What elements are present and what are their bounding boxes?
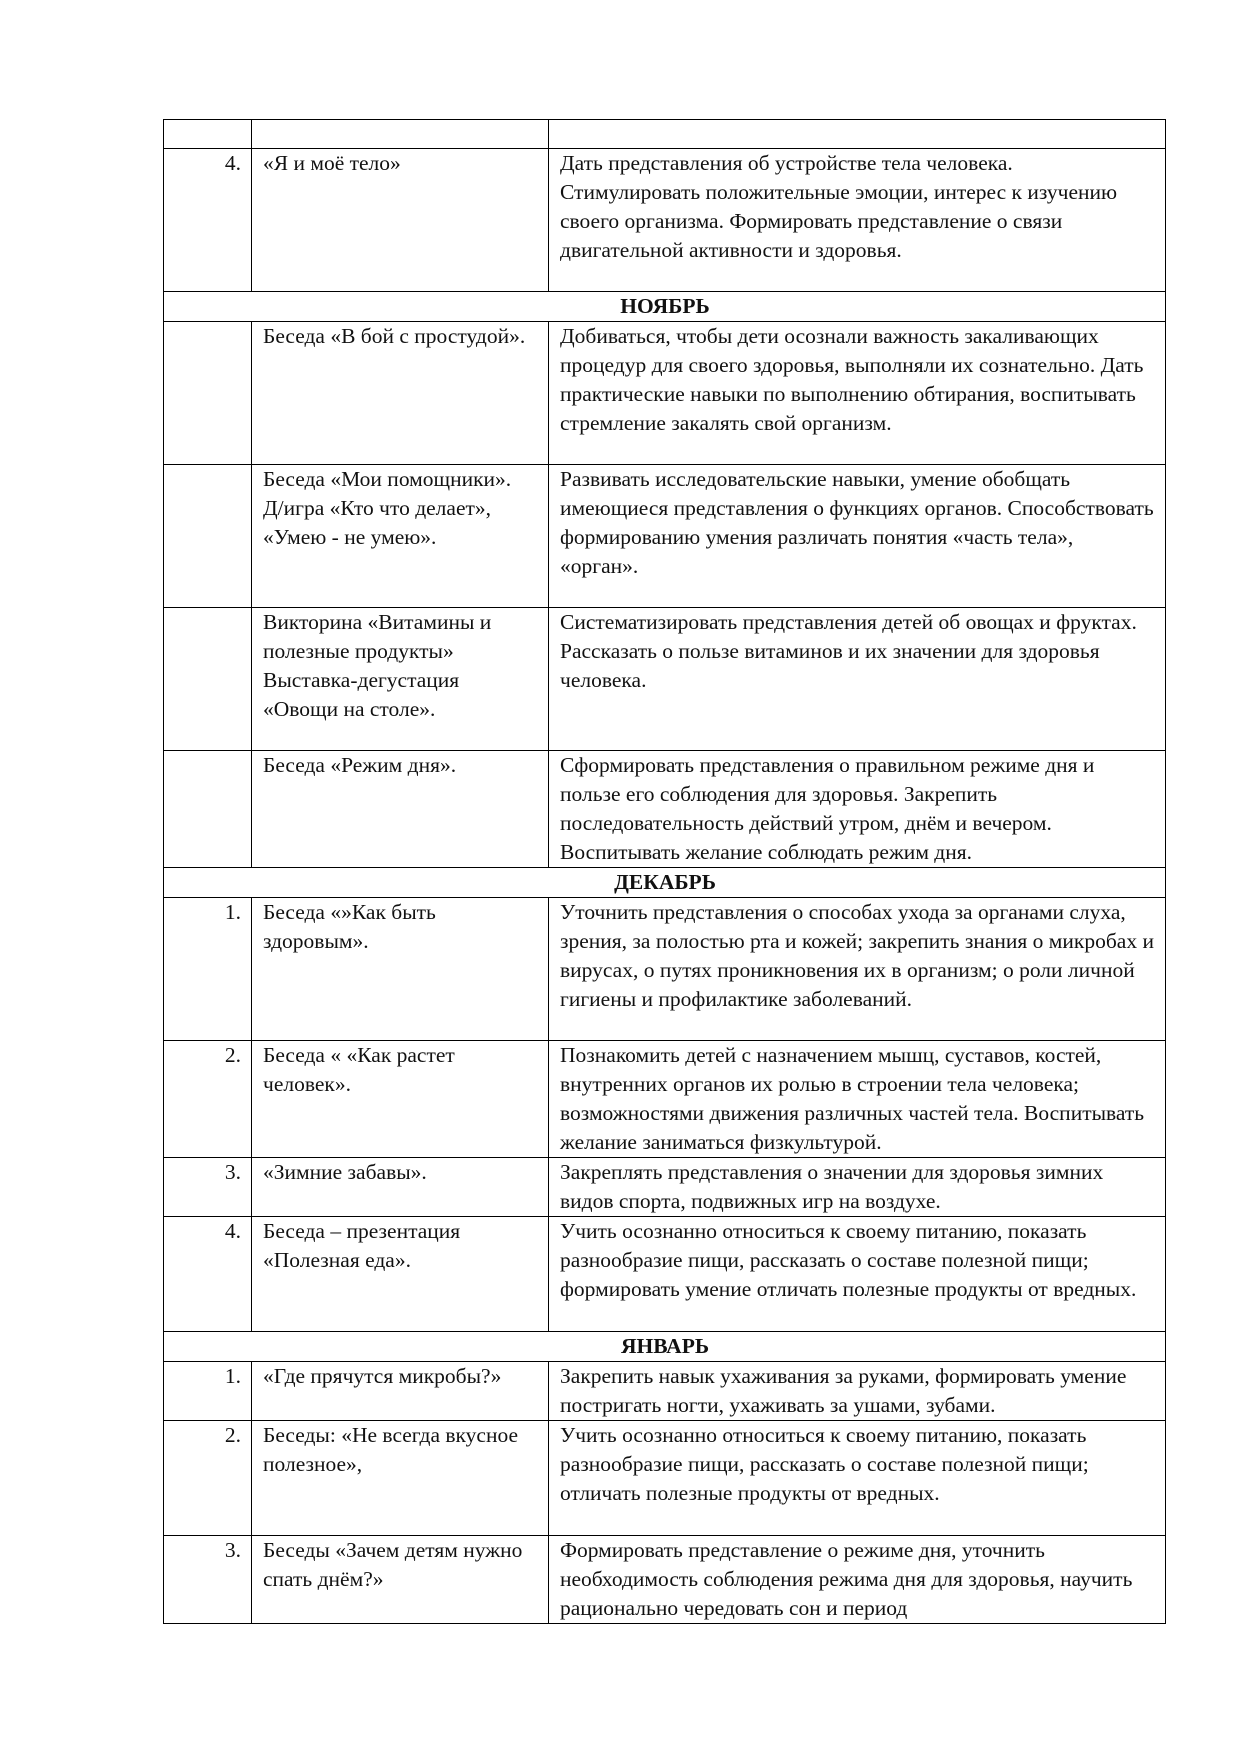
row-number: 1.: [164, 898, 252, 1041]
table-row: [164, 1362, 1166, 1421]
row-number: [164, 322, 252, 465]
activity-title: Беседа «Мои помощники». Д/игра «Кто что делает», «Умею - не умею».: [252, 465, 549, 608]
activity-goal: [549, 120, 1166, 149]
activity-goal: Закреплять представления о значении для здоровья зимних видов спорта, подвижных игр на воздухе.: [549, 1158, 1166, 1217]
activity-title: Беседа «Режим дня».: [252, 751, 549, 868]
month-label: ЯНВАРЬ: [164, 1332, 1166, 1362]
table-row: [164, 1158, 1166, 1217]
table-row: [164, 1217, 1166, 1332]
activity-title: Беседа «В бой с простудой».: [252, 322, 549, 465]
activity-goal: Формировать представление о режиме дня, уточнить необходимость соблюдения режима дня для здоровья, научить рационально чередовать сон и период: [549, 1536, 1166, 1624]
activity-title: Беседа – презентация «Полезная еда».: [252, 1217, 549, 1332]
row-number: 1.: [164, 1362, 252, 1421]
activity-title: «Зимние забавы».: [252, 1158, 549, 1217]
activity-title: [252, 120, 549, 149]
table-row: [164, 1421, 1166, 1536]
row-number: [164, 465, 252, 608]
activity-title: Беседа «»Как быть здоровым».: [252, 898, 549, 1041]
row-number: 3.: [164, 1536, 252, 1624]
table-row: [164, 120, 1166, 149]
activity-plan-table: [163, 119, 1166, 1624]
activity-title: Викторина «Витамины и полезные продукты» Выставка-дегустация «Овощи на столе».: [252, 608, 549, 751]
month-header-row: [164, 292, 1166, 322]
month-label: ДЕКАБРЬ: [164, 868, 1166, 898]
table-row: [164, 898, 1166, 1041]
activity-goal: Развивать исследовательские навыки, умение обобщать имеющиеся представления о функциях органов. Способствовать формированию умения различать понятия «часть тела», «орган».: [549, 465, 1166, 608]
activity-goal: Учить осознанно относиться к своему питанию, показать разнообразие пищи, рассказать о составе полезной пищи; формировать умение отличать полезные продукты от вредных.: [549, 1217, 1166, 1332]
table-row: [164, 322, 1166, 465]
row-number: [164, 120, 252, 149]
row-number: [164, 751, 252, 868]
activity-goal: Познакомить детей с назначением мышц, суставов, костей, внутренних органов их ролью в строении тела человека; возможностями движения различных частей тела. Воспитывать желание заниматься физкультурой.: [549, 1041, 1166, 1158]
activity-title: Беседа « «Как растет человек».: [252, 1041, 549, 1158]
month-header-row: [164, 1332, 1166, 1362]
table-row: [164, 465, 1166, 608]
activity-title: Беседы «Зачем детям нужно спать днём?»: [252, 1536, 549, 1624]
activity-goal: Уточнить представления о способах ухода за органами слуха, зрения, за полостью рта и кожей; закрепить знания о микробах и вирусах, о путях проникновения их в организм; о роли личной гигиены и профилактике заболеваний.: [549, 898, 1166, 1041]
month-header-row: [164, 868, 1166, 898]
row-number: 4.: [164, 149, 252, 292]
row-number: 2.: [164, 1041, 252, 1158]
activity-goal: Учить осознанно относиться к своему питанию, показать разнообразие пищи, рассказать о составе полезной пищи; отличать полезные продукты от вредных.: [549, 1421, 1166, 1536]
activity-goal: Систематизировать представления детей об овощах и фруктах. Рассказать о пользе витаминов и их значении для здоровья человека.: [549, 608, 1166, 751]
table-row: [164, 1041, 1166, 1158]
month-label: НОЯБРЬ: [164, 292, 1166, 322]
activity-title: «Где прячутся микробы?»: [252, 1362, 549, 1421]
row-number: 3.: [164, 1158, 252, 1217]
activity-goal: Дать представления об устройстве тела человека. Стимулировать положительные эмоции, интерес к изучению своего организма. Формировать представление о связи двигательной активности и здоровья.: [549, 149, 1166, 292]
activity-goal: Закрепить навык ухаживания за руками, формировать умение постригать ногти, ухаживать за ушами, зубами.: [549, 1362, 1166, 1421]
row-number: 4.: [164, 1217, 252, 1332]
table-row: [164, 1536, 1166, 1624]
table-row: [164, 149, 1166, 292]
activity-goal: Добиваться, чтобы дети осознали важность закаливающих процедур для своего здоровья, выполняли их сознательно. Дать практические навыки по выполнению обтирания, воспитывать стремление закалять свой организм.: [549, 322, 1166, 465]
table-row: [164, 751, 1166, 868]
activity-goal: Сформировать представления о правильном режиме дня и пользе его соблюдения для здоровья. Закрепить последовательность действий утром, днём и вечером. Воспитывать желание соблюдать режим дня.: [549, 751, 1166, 868]
table-row: [164, 608, 1166, 751]
row-number: 2.: [164, 1421, 252, 1536]
row-number: [164, 608, 252, 751]
plan-table-body: [164, 120, 1166, 1624]
activity-title: «Я и моё тело»: [252, 149, 549, 292]
activity-title: Беседы: «Не всегда вкусное полезное»,: [252, 1421, 549, 1536]
